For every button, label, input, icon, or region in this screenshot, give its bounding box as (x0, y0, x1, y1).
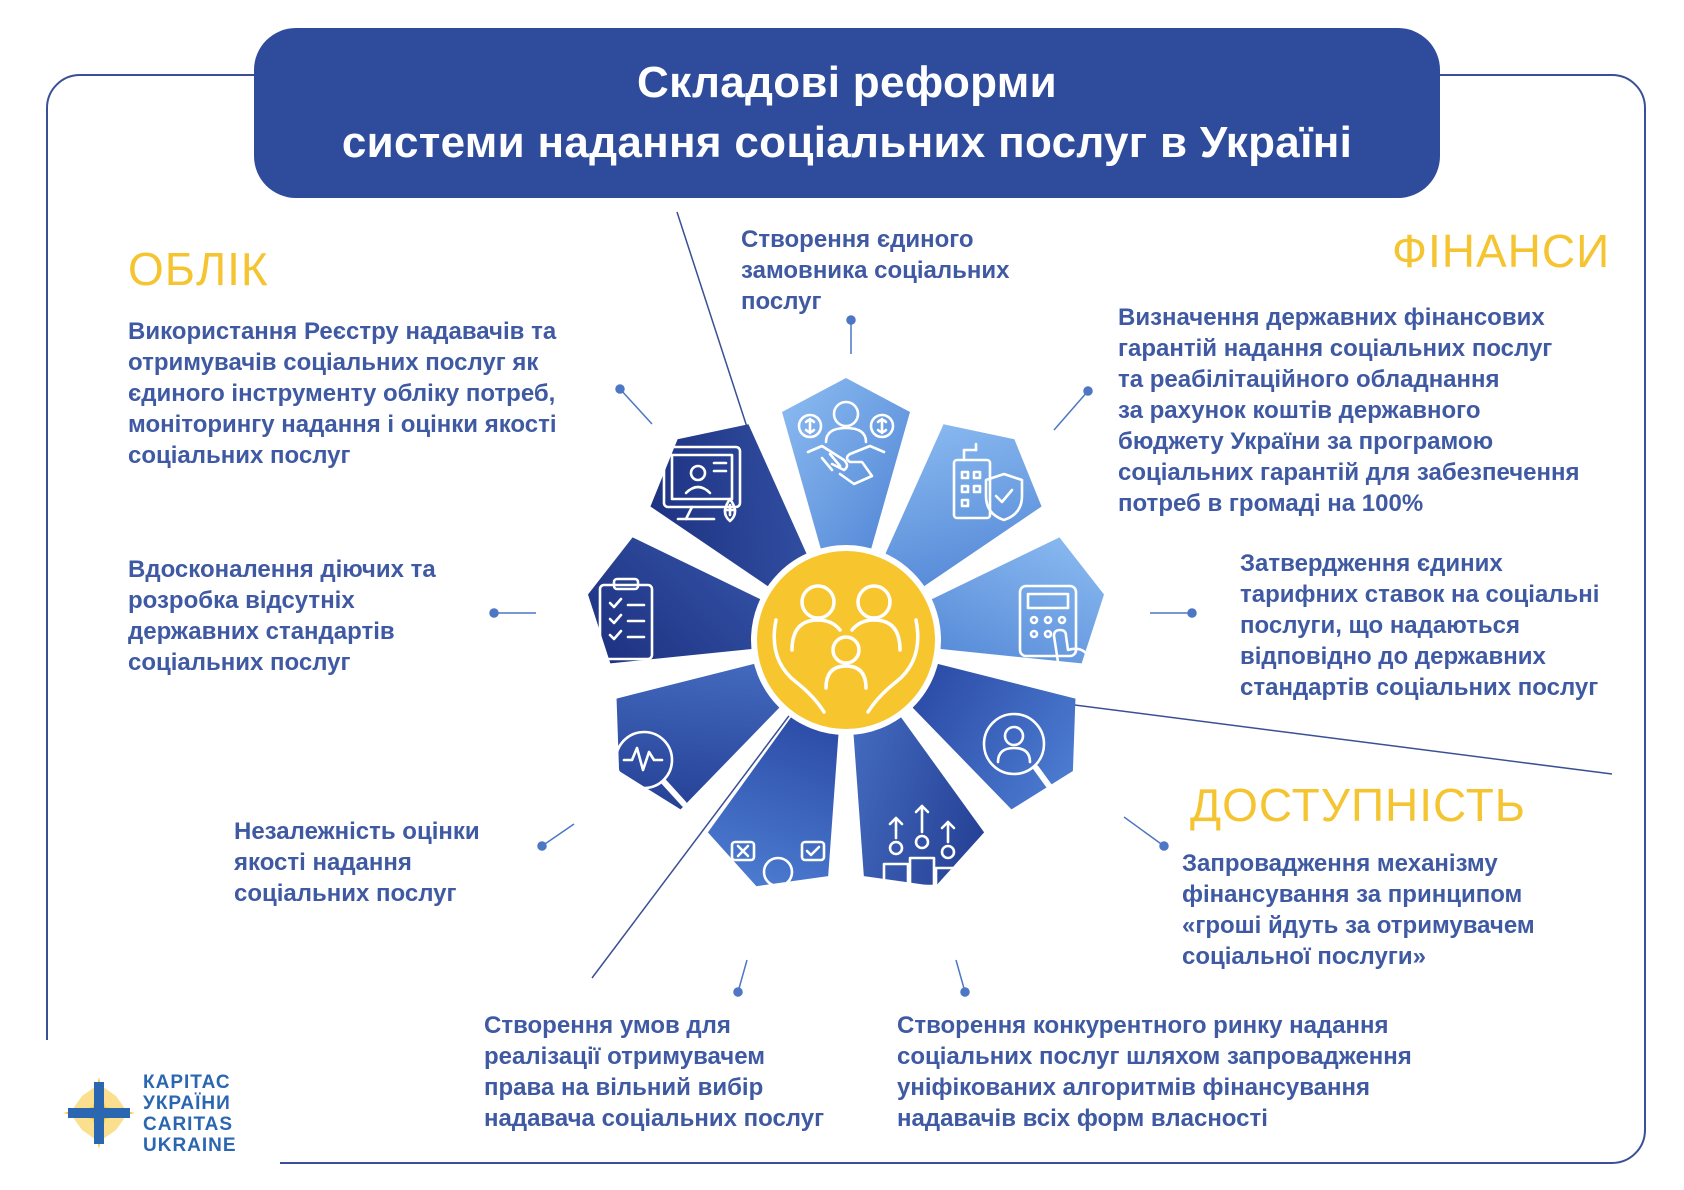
title-line-2: системи надання соціальних послуг в Україні (341, 118, 1353, 167)
item-line: Створення умов для (484, 1012, 731, 1039)
item-money-follows (1182, 848, 1535, 972)
item-independence (234, 816, 480, 909)
item-line: Затвердження єдиних (1240, 550, 1503, 577)
item-line: соціальних послуг шляхом запровадження (897, 1043, 1412, 1070)
caritas-cross-icon (60, 1074, 138, 1152)
connector-competitive-market (956, 960, 965, 992)
item-single-customer (741, 224, 1009, 317)
title-line-1: Складові реформи (637, 58, 1057, 107)
item-line: гарантій надання соціальних послуг (1118, 335, 1553, 362)
item-line: та реабілітаційного обладнання (1118, 366, 1500, 393)
item-line: послуги, що надаються (1240, 612, 1520, 639)
item-line: Використання Реєстру надавачів та (128, 318, 557, 345)
connector-dot-money-follows (1160, 842, 1168, 850)
connector-independence (542, 824, 574, 846)
logo-line-2: УКРАЇНИ (143, 1093, 231, 1114)
connector-dot-tariffs (1188, 609, 1196, 617)
item-line: Створення єдиного (741, 226, 974, 253)
item-line: потреб в громаді на 100% (1118, 490, 1424, 517)
item-line: відповідно до державних (1240, 643, 1546, 670)
logo-line-3: CARITAS (143, 1114, 234, 1135)
item-line: уніфікованих алгоритмів фінансування (897, 1074, 1371, 1101)
connector-dot-free-choice (734, 988, 742, 996)
connector-dot-competitive-market (961, 988, 969, 996)
category-dostupnist: ДОСТУПНІСТЬ (1190, 779, 1526, 831)
connector-money-follows (1124, 817, 1164, 846)
item-line: замовника соціальних (741, 257, 1010, 284)
item-line: якості надання (234, 849, 412, 876)
item-line: за рахунок коштів державного (1118, 397, 1481, 424)
caritas-logo-text (143, 1072, 237, 1156)
item-line: Вдосконалення діючих та (128, 556, 436, 583)
item-competitive-market (897, 1010, 1412, 1134)
item-line: соціальної послуги» (1182, 943, 1426, 970)
item-line: Незалежність оцінки (234, 818, 480, 845)
item-line: права на вільний вибір (484, 1074, 764, 1101)
item-line: Визначення державних фінансових (1118, 304, 1545, 331)
category-oblik: ОБЛІК (128, 243, 269, 295)
item-line: Запровадження механізму (1182, 850, 1498, 877)
item-line: моніторингу надання і оцінки якості (128, 411, 557, 438)
connector-dot-single-customer (847, 316, 855, 324)
item-line: соціальних послуг (128, 442, 351, 469)
item-tariffs (1240, 548, 1599, 703)
connector-guarantees (1054, 391, 1088, 430)
item-line: надавача соціальних послуг (484, 1105, 825, 1132)
connector-dot-registry (616, 385, 624, 393)
connector-dot-guarantees (1084, 387, 1092, 395)
item-line: тарифних ставок на соціальні (1240, 581, 1600, 608)
connector-registry (620, 389, 652, 424)
logo-line-4: UKRAINE (143, 1135, 237, 1156)
item-line: соціальних гарантій для забезпечення (1118, 459, 1580, 486)
item-line: розробка відсутніх (128, 587, 355, 614)
connector-free-choice (738, 960, 747, 992)
category-finansy: ФІНАНСИ (1392, 225, 1611, 277)
item-standards (128, 554, 436, 678)
item-line: отримувачів соціальних послуг як (128, 349, 539, 376)
item-line: державних стандартів (128, 618, 395, 645)
item-line: реалізації отримувачем (484, 1043, 765, 1070)
item-line: фінансування за принципом (1182, 881, 1523, 908)
item-line: єдиного інструменту обліку потреб, (128, 380, 556, 407)
item-guarantees (1118, 302, 1579, 519)
item-line: надавачів всіх форм власності (897, 1105, 1268, 1132)
logo-line-1: КАРІТАС (143, 1072, 231, 1093)
connector-dot-standards (490, 609, 498, 617)
item-line: «гроші йдуть за отримувачем (1182, 912, 1535, 939)
item-line: соціальних послуг (128, 649, 351, 676)
item-line: Створення конкурентного ринку надання (897, 1012, 1389, 1039)
item-line: послуг (741, 288, 822, 315)
center-circle (754, 548, 938, 732)
item-line: стандартів соціальних послуг (1240, 674, 1599, 701)
connector-dot-independence (538, 842, 546, 850)
item-line: бюджету України за програмою (1118, 428, 1494, 455)
item-free-choice (484, 1010, 824, 1134)
item-registry (128, 316, 557, 471)
item-line: соціальних послуг (234, 880, 457, 907)
